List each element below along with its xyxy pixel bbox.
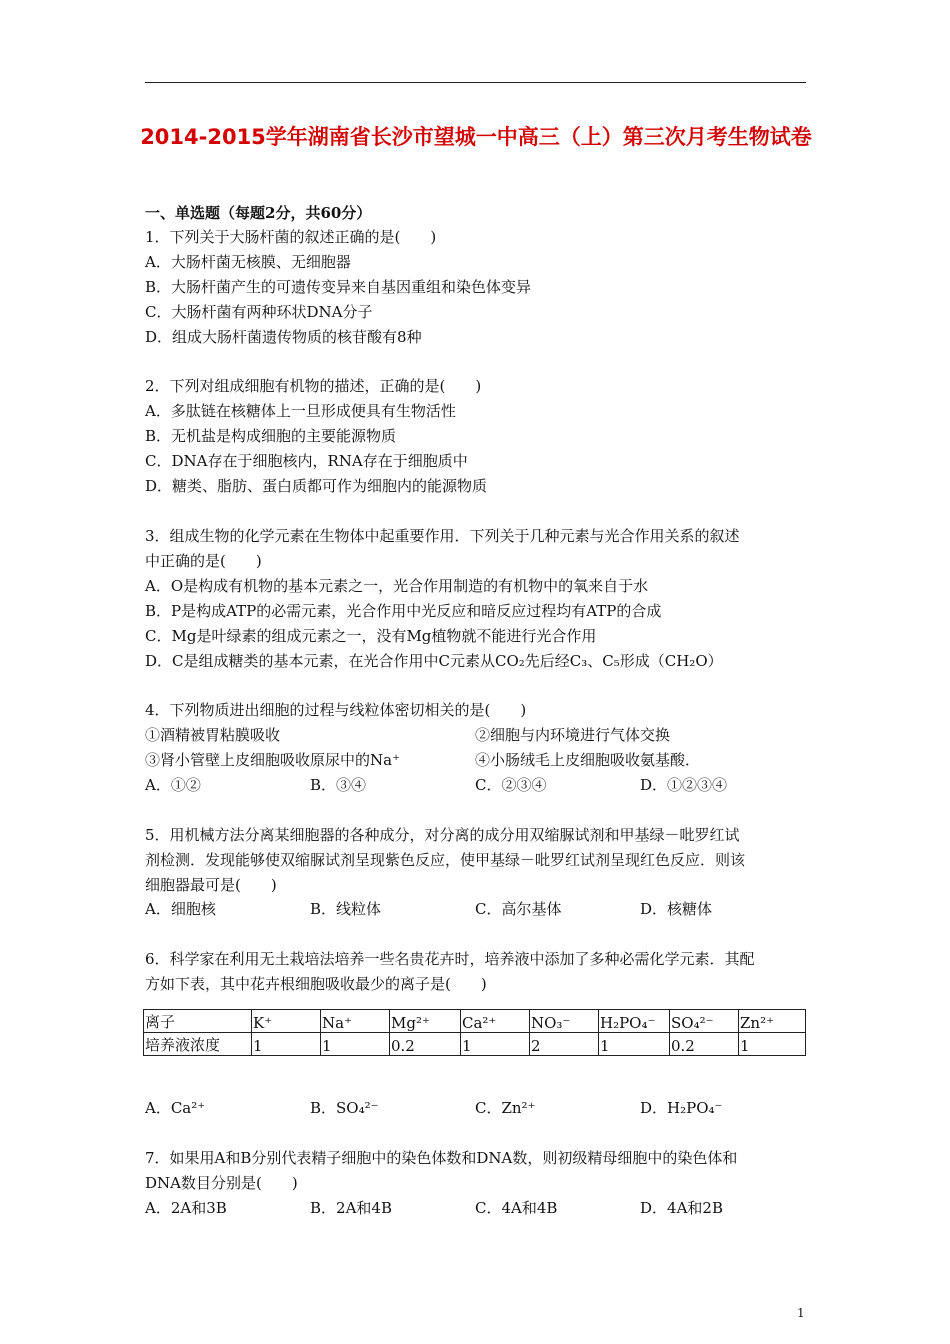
q3-option-d: D．C是组成糖类的基本元素，在光合作用中C元素从CO₂先后经C₃、C₅形成（CH₂O） bbox=[145, 652, 723, 670]
table-header-row bbox=[144, 1010, 806, 1033]
table-cell: 1 bbox=[461, 1033, 530, 1056]
q6-stem-line2: 方如下表，其中花卉根细胞吸收最少的离子是( ) bbox=[145, 975, 487, 993]
table-cell: Ca²⁺ bbox=[461, 1010, 530, 1033]
q6-option-d: D．H₂PO₄⁻ bbox=[640, 1099, 723, 1117]
q7-stem-line2: DNA数目分别是( ) bbox=[145, 1174, 298, 1192]
q2-option-c: C．DNA存在于细胞核内，RNA存在于细胞质中 bbox=[145, 452, 468, 470]
table-cell: 培养液浓度 bbox=[144, 1033, 252, 1056]
table-cell: NO₃⁻ bbox=[530, 1010, 599, 1033]
q4-item-1: ①酒精被胃粘膜吸收 bbox=[145, 726, 281, 744]
table-cell: 1 bbox=[739, 1033, 806, 1056]
q5-option-d: D．核糖体 bbox=[640, 900, 713, 918]
q3-option-b: B．P是构成ATP的必需元素，光合作用中光反应和暗反应过程均有ATP的合成 bbox=[145, 602, 662, 620]
q7-option-c: C．4A和4B bbox=[475, 1199, 558, 1217]
page-title: 2014-2015学年湖南省长沙市望城一中高三（上）第三次月考生物试卷 bbox=[140, 125, 812, 149]
q7-option-d: D．4A和2B bbox=[640, 1199, 723, 1217]
q2-option-d: D．糖类、脂肪、蛋白质都可作为细胞内的能源物质 bbox=[145, 477, 488, 495]
q2-stem: 2．下列对组成细胞有机物的描述，正确的是( ) bbox=[145, 377, 482, 395]
q1-option-c: C．大肠杆菌有两种环状DNA分子 bbox=[145, 303, 373, 321]
table-cell: 离子 bbox=[144, 1010, 252, 1033]
table-cell: 0.2 bbox=[390, 1033, 461, 1056]
q2-option-a: A．多肽链在核糖体上一旦形成便具有生物活性 bbox=[145, 402, 456, 420]
q4-option-d: D．①②③④ bbox=[640, 776, 728, 794]
q4-item-3: ③肾小管壁上皮细胞吸收原尿中的Na⁺ bbox=[145, 751, 400, 769]
header-rule bbox=[145, 82, 806, 83]
q6-stem-line1: 6．科学家在利用无土栽培法培养一些名贵花卉时，培养液中添加了多种必需化学元素．其配 bbox=[145, 950, 755, 968]
q3-stem-line1: 3．组成生物的化学元素在生物体中起重要作用．下列关于几种元素与光合作用关系的叙述 bbox=[145, 527, 740, 545]
table-cell: 2 bbox=[530, 1033, 599, 1056]
q1-option-d: D．组成大肠杆菌遗传物质的核苷酸有8种 bbox=[145, 328, 422, 346]
q5-stem-line3: 细胞器最可是( ) bbox=[145, 876, 277, 894]
q4-option-a: A．①② bbox=[145, 776, 201, 794]
page-number: 1 bbox=[797, 1306, 805, 1320]
q4-item-2: ②细胞与内环境进行气体交换 bbox=[475, 726, 671, 744]
q4-item-4: ④小肠绒毛上皮细胞吸收氨基酸． bbox=[475, 751, 701, 769]
table-cell: H₂PO₄⁻ bbox=[599, 1010, 670, 1033]
table-cell: 1 bbox=[252, 1033, 321, 1056]
q3-stem-line2: 中正确的是( ) bbox=[145, 552, 262, 570]
q3-option-c: C．Mg是叶绿素的组成元素之一，没有Mg植物就不能进行光合作用 bbox=[145, 627, 597, 645]
q5-stem-line2: 剂检测．发现能够使双缩脲试剂呈现紫色反应，使甲基绿－吡罗红试剂呈现红色反应．则该 bbox=[145, 851, 746, 869]
q4-option-b: B．③④ bbox=[310, 776, 367, 794]
ion-concentration-table bbox=[143, 1009, 806, 1056]
q3-option-a: A．O是构成有机物的基本元素之一，光合作用制造的有机物中的氧来自于水 bbox=[145, 577, 649, 595]
table-cell: K⁺ bbox=[252, 1010, 321, 1033]
q5-option-c: C．高尔基体 bbox=[475, 900, 562, 918]
q7-stem-line1: 7．如果用A和B分别代表精子细胞中的染色体数和DNA数，则初级精母细胞中的染色体和 bbox=[145, 1149, 738, 1167]
q5-option-b: B．线粒体 bbox=[310, 900, 382, 918]
q1-option-b: B．大肠杆菌产生的可遗传变异来自基因重组和染色体变异 bbox=[145, 278, 532, 296]
table-cell: Mg²⁺ bbox=[390, 1010, 461, 1033]
q7-option-b: B．2A和4B bbox=[310, 1199, 392, 1217]
section-heading: 一、单选题（每题2分，共60分） bbox=[145, 204, 372, 222]
q6-option-a: A．Ca²⁺ bbox=[145, 1099, 206, 1117]
q4-stem: 4．下列物质进出细胞的过程与线粒体密切相关的是( ) bbox=[145, 701, 527, 719]
table-cell: Na⁺ bbox=[321, 1010, 390, 1033]
table-cell: 1 bbox=[599, 1033, 670, 1056]
q4-option-c: C．②③④ bbox=[475, 776, 547, 794]
q5-stem-line1: 5．用机械方法分离某细胞器的各种成分，对分离的成分用双缩脲试剂和甲基绿－吡罗红试 bbox=[145, 826, 740, 844]
q6-option-b: B．SO₄²⁻ bbox=[310, 1099, 379, 1117]
table-cell: 0.2 bbox=[670, 1033, 739, 1056]
table-cell: Zn²⁺ bbox=[739, 1010, 806, 1033]
q1-option-a: A．大肠杆菌无核膜、无细胞器 bbox=[145, 253, 351, 271]
q7-option-a: A．2A和3B bbox=[145, 1199, 227, 1217]
table-cell: 1 bbox=[321, 1033, 390, 1056]
q2-option-b: B．无机盐是构成细胞的主要能源物质 bbox=[145, 427, 397, 445]
q6-option-c: C．Zn²⁺ bbox=[475, 1099, 536, 1117]
q5-option-a: A．细胞核 bbox=[145, 900, 216, 918]
q1-stem: 1．下列关于大肠杆菌的叙述正确的是( ) bbox=[145, 228, 437, 246]
table-row bbox=[144, 1033, 806, 1056]
table-cell: SO₄²⁻ bbox=[670, 1010, 739, 1033]
